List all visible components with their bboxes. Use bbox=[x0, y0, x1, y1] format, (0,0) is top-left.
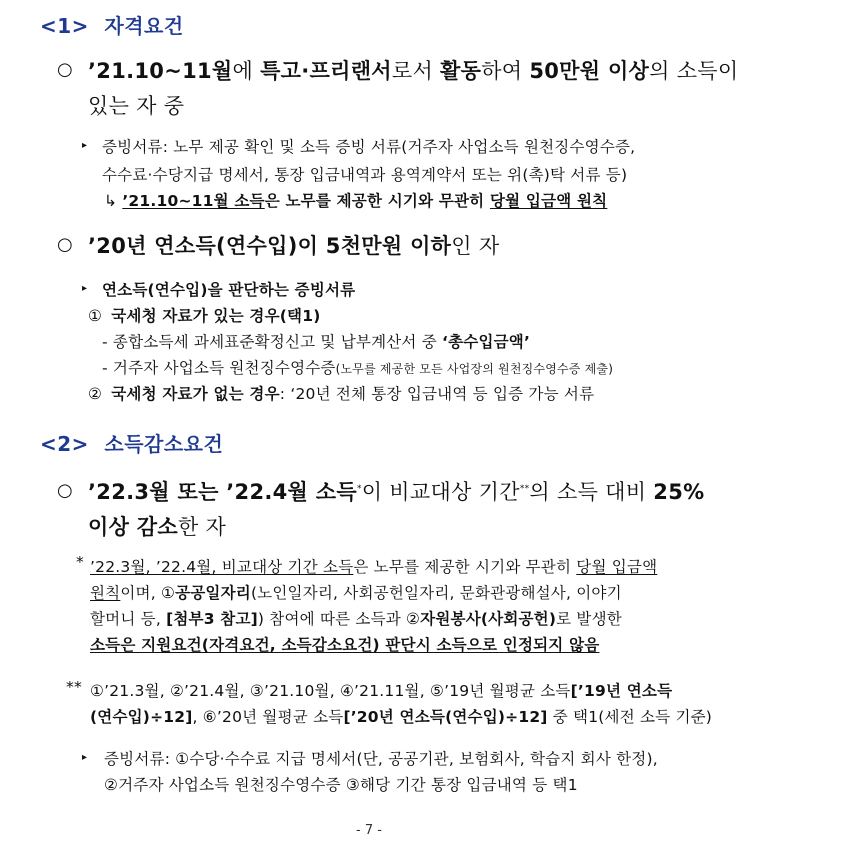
case2-line bbox=[88, 382, 594, 404]
bold-formula: [’20년 연소득(연수입)÷12] bbox=[343, 708, 548, 726]
section-2-heading bbox=[40, 428, 223, 457]
text: - 종합소득세 과세표준확정신고 및 납부계산서 중 bbox=[102, 333, 443, 351]
case1-title: 국세청 자료가 있는 경우(택1) bbox=[111, 307, 321, 325]
section-1-title: 자격요건 bbox=[104, 14, 184, 38]
text: 의 소득 대비 bbox=[529, 480, 654, 504]
evidence1-note bbox=[104, 189, 607, 211]
text: 에 bbox=[232, 59, 261, 83]
section-2-number: <2> bbox=[40, 432, 89, 456]
amount-text: 50만원 이상 bbox=[529, 59, 650, 83]
note1-line1 bbox=[90, 555, 657, 577]
case1-line2 bbox=[102, 356, 613, 378]
text: 이 비교대상 기간 bbox=[361, 480, 520, 504]
circle-bullet-icon: ○ bbox=[57, 59, 73, 80]
s2-evidence-line1: 증빙서류: ①수당·수수료 지급 명세서(단, 공공기관, 보험회사, 학습지 회사 한정), bbox=[104, 750, 658, 768]
case1-line1 bbox=[102, 330, 530, 352]
note2-line1 bbox=[90, 679, 672, 701]
footnote-2-marker: ** bbox=[66, 678, 82, 696]
evidence1-line2: 수수료·수당지급 명세서, 통장 입금내역과 용역계약서 또는 위(촉)탁 서류 등) bbox=[102, 166, 628, 184]
text: 로서 bbox=[391, 59, 441, 83]
period-text: ’22.3월 또는 ’22.4월 소득 bbox=[88, 480, 357, 504]
evidence2-title: 연소득(연수입)을 판단하는 증빙서류 bbox=[102, 281, 356, 299]
arrow-icon: ↳ bbox=[104, 192, 118, 210]
circle-bullet-icon: ○ bbox=[57, 480, 73, 501]
volunteer-text: 자원봉사(사회공헌) bbox=[420, 610, 557, 628]
note1-line4 bbox=[90, 633, 599, 655]
text: 로 발생한 bbox=[556, 610, 622, 628]
item-income-decrease-line2 bbox=[88, 511, 226, 541]
underlined-text: 원칙 bbox=[90, 584, 121, 602]
text: , ⑥’20년 월평균 소득 bbox=[192, 708, 344, 726]
s2-evidence-line2: ②거주자 사업소득 원천징수영수증 ③해당 기간 통장 입금내역 등 택1 bbox=[104, 776, 578, 794]
text: : ‘20년 전체 통장 입금내역 등 입증 가능 서류 bbox=[279, 385, 595, 403]
bold-formula: (연수입)÷12] bbox=[90, 708, 193, 726]
circled-number: ② bbox=[88, 385, 103, 403]
attachment-ref: [첨부3 참고] bbox=[166, 610, 258, 628]
item-qualification-line2: 있는 자 중 bbox=[88, 94, 185, 118]
note1-line3 bbox=[90, 607, 622, 629]
note1-line2 bbox=[90, 581, 622, 603]
section-1-number: <1> bbox=[40, 14, 89, 38]
text: 의 소득이 bbox=[649, 59, 739, 83]
text: 하여 bbox=[481, 59, 530, 83]
annual-income-bold: ’20년 연소득(연수입)이 5천만원 이하 bbox=[88, 234, 452, 258]
underlined-text: ’22.3월, ’22.4월, 비교대상 기간 소득 bbox=[90, 558, 354, 576]
text: 이며, ① bbox=[120, 584, 176, 602]
page-number: - 7 - bbox=[356, 823, 382, 838]
footnote-mark: * bbox=[356, 484, 362, 494]
underlined-text: 당월 입금액 bbox=[576, 558, 658, 576]
activity-text: 활동 bbox=[440, 59, 482, 83]
total-income-text: ‘총수입금액’ bbox=[442, 333, 531, 351]
triangle-bullet-icon: ▸ bbox=[82, 140, 88, 151]
worker-type-text: 특고·프리랜서 bbox=[260, 59, 392, 83]
text: 중 택1(세전 소득 기준) bbox=[547, 708, 713, 726]
circled-number: ① bbox=[88, 307, 103, 325]
footnote-1-marker: * bbox=[76, 553, 84, 571]
text: 인 자 bbox=[451, 234, 500, 258]
period-text: ’21.10~11월 bbox=[88, 59, 233, 83]
circle-bullet-icon: ○ bbox=[57, 234, 73, 255]
triangle-bullet-icon: ▸ bbox=[82, 283, 88, 294]
public-job-text: 공공일자리 bbox=[175, 584, 251, 602]
evidence1-line1: 증빙서류: 노무 제공 확인 및 소득 증빙 서류(거주자 사업소득 원천징수영수증, bbox=[102, 138, 636, 156]
footnote-mark: ** bbox=[519, 484, 530, 494]
item-income-decrease bbox=[88, 476, 704, 506]
text: (노인일자리, 사회공헌일자리, 문화관광해설사, 이야기 bbox=[250, 584, 622, 602]
section-1-heading bbox=[40, 10, 184, 39]
underlined-text: 소득은 지원요건(자격요건, 소득감소요건) 판단시 소득으로 인정되지 않음 bbox=[90, 636, 600, 654]
item-annual-income bbox=[88, 230, 499, 260]
bold-formula: [’19년 연소득 bbox=[570, 682, 673, 700]
text: 한 자 bbox=[177, 515, 227, 539]
note2-line2 bbox=[90, 705, 712, 727]
triangle-bullet-icon: ▸ bbox=[82, 752, 88, 763]
note-underlined: ’21.10~11월 소득 bbox=[122, 192, 265, 210]
text: ) 참여에 따른 소득과 ② bbox=[257, 610, 421, 628]
percent-text: 25% bbox=[653, 480, 705, 504]
decrease-text: 이상 감소 bbox=[88, 515, 178, 539]
note-underlined: 당월 입금액 원칙 bbox=[489, 192, 608, 210]
text: ①’21.3월, ②’21.4월, ③’21.10월, ④’21.11월, ⑤’19년 월평균 소득 bbox=[90, 682, 571, 700]
note-text: 은 노무를 제공한 시기와 무관히 bbox=[264, 192, 490, 210]
paren-note: (노무를 제공한 모든 사업장의 원천징수영수증 제출) bbox=[335, 362, 614, 376]
text: 할머니 등, bbox=[90, 610, 167, 628]
text: 은 노무를 제공한 시기와 무관히 bbox=[353, 558, 577, 576]
case2-title: 국세청 자료가 없는 경우 bbox=[111, 385, 280, 403]
item-qualification-period bbox=[88, 55, 738, 85]
case1-heading bbox=[88, 304, 321, 326]
text: - 거주자 사업소득 원천징수영수증 bbox=[102, 359, 336, 377]
section-2-title: 소득감소요건 bbox=[104, 432, 224, 456]
